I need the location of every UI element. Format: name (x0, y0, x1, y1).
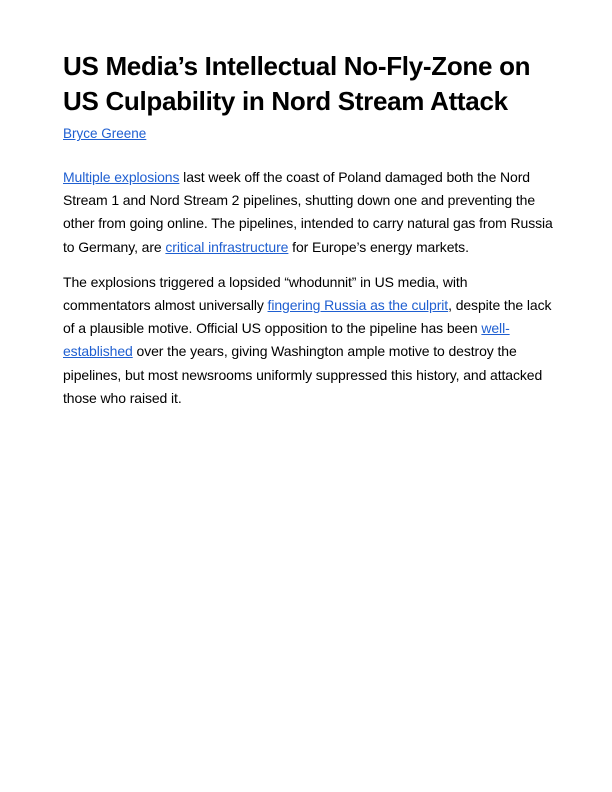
link-well-established[interactable]: well-established (63, 320, 510, 360)
paragraph-2 (63, 271, 553, 410)
document-page (63, 49, 553, 422)
paragraph-text: The explosions triggered a lopsided “whodunnit” in US media, with commentators almost universally (63, 273, 468, 314)
link-fingering-russia[interactable]: fingering Russia as the culprit (267, 297, 449, 314)
link-critical-infrastructure[interactable]: critical infrastructure (165, 238, 289, 255)
article-title: US Media’s Intellectual No-Fly-Zone on US Culpability in Nord Stream Attack (63, 51, 531, 116)
link-multiple-explosions[interactable]: Multiple explosions (63, 169, 180, 185)
paragraph-text: , despite the lack of a plausible motive. Official US opposition to the pipeline has been (63, 297, 552, 337)
paragraph-text: for Europe’s energy markets. (288, 238, 469, 255)
article-body (63, 166, 553, 410)
paragraph-text: last week off the coast of Poland damaged both the Nord Stream 1 and Nord Stream 2 pipelines, shutting down one and preventing the other from going online. The pipelines, intended to carry natural gas from Russia to Germany, are (63, 169, 553, 255)
paragraph-1 (63, 166, 553, 259)
author-link[interactable]: Bryce Greene (63, 126, 147, 141)
byline (63, 125, 553, 143)
paragraph-text: over the years, giving Washington ample motive to destroy the pipelines, but most newsrooms uniformly suppressed this history, and attacked those who raised it. (63, 343, 543, 406)
